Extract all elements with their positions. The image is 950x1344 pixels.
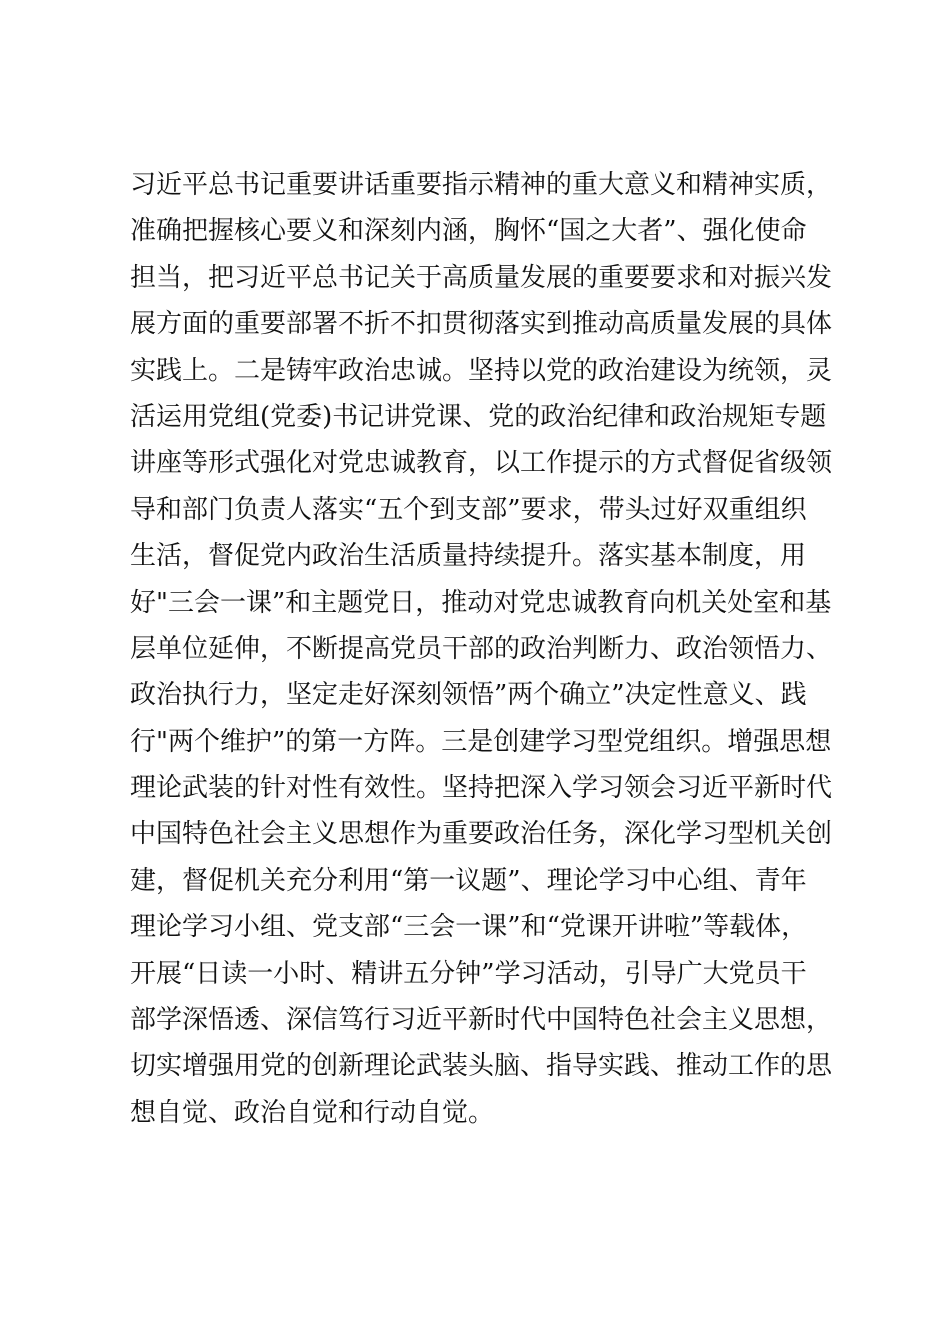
text-line: 生活，督促党内政治生活质量持续提升。落实基本制度，用: [130, 541, 807, 572]
text-line: 实践上。二是铸牢政治忠诚。坚持以党的政治建设为统领，灵: [130, 355, 833, 386]
text-line: 准确把握核心要义和深刻内涵，胸怀“国之大者”、强化使命: [130, 216, 807, 247]
text-line: 想自觉、政治自觉和行动自觉。: [130, 1097, 495, 1128]
text-line: 层单位延伸，不断提高党员干部的政治判断力、政治领悟力、: [130, 633, 833, 664]
text-line: 好"三会一课”和主题党日，推动对党忠诚教育向机关处室和基: [130, 587, 832, 618]
text-line: 理论学习小组、党支部“三会一课”和“党课开讲啦”等载体，: [130, 912, 808, 943]
text-line: 习近平总书记重要讲话重要指示精神的重大意义和精神实质，: [130, 170, 833, 200]
text-line: 行"两个维护”的第一方阵。三是创建学习型党组织。增强思想: [130, 726, 832, 757]
text-line: 活运用党组(党委)书记讲党课、党的政治纪律和政治规矩专题: [130, 401, 827, 432]
text-line: 担当，把习近平总书记关于高质量发展的重要要求和对振兴发: [130, 262, 833, 293]
text-line: 开展“日读一小时、精讲五分钟”学习活动，引导广大党员干: [130, 958, 807, 989]
text-line: 切实增强用党的创新理论武装头脑、指导实践、推动工作的思: [130, 1051, 833, 1082]
text-line: 导和部门负责人落实“五个到支部”要求，带头过好双重组织: [130, 494, 807, 525]
text-line: 展方面的重要部署不折不扣贯彻落实到推动高质量发展的具体: [130, 309, 833, 340]
text-line: 部学深悟透、深信笃行习近平新时代中国特色社会主义思想，: [130, 1005, 833, 1036]
text-line: 理论武装的针对性有效性。坚持把深入学习领会习近平新时代: [130, 773, 833, 804]
body-paragraph: [130, 162, 850, 1136]
text-line: 中国特色社会主义思想作为重要政治任务，深化学习型机关创: [130, 819, 833, 850]
text-line: 建，督促机关充分利用“第一议题”、理论学习中心组、青年: [130, 865, 807, 896]
text-line: 讲座等形式强化对党忠诚教育，以工作提示的方式督促省级领: [130, 448, 833, 479]
text-line: 政治执行力，坚定走好深刻领悟”两个确立”决定性意义、践: [130, 680, 807, 711]
